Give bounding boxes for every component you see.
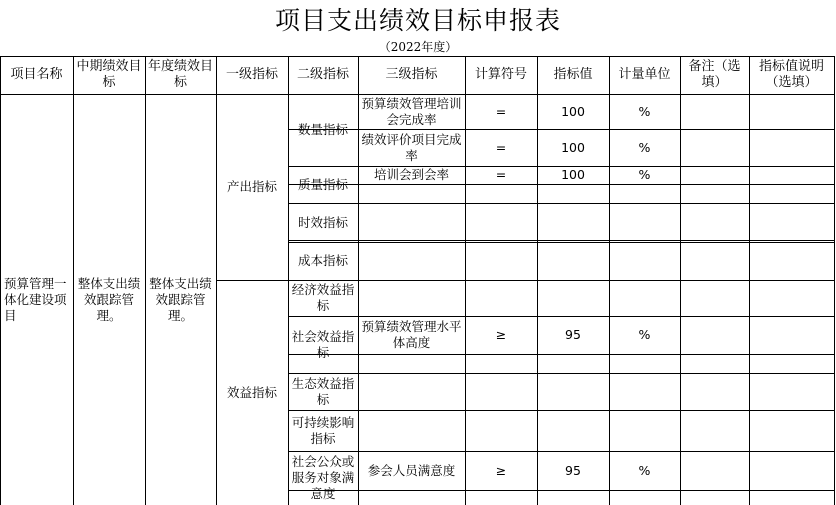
header-9: 备注（选填） [688,59,741,90]
level3-name: 绩效评价项目完成率 [361,131,462,163]
header-6: 计算符号 [474,67,527,82]
calc-symbol: = [495,167,507,182]
level3-name: 预算绩效管理水平体高度 [361,319,462,350]
level2-item: 社会公众或服务对象满意度 [291,454,355,501]
indicator-value: 100 [561,139,585,155]
level3-name: 培训会到会率 [373,167,449,182]
grid-line-h [288,490,835,491]
calc-symbol: ≥ [495,327,507,342]
header-4: 二级指标 [296,67,349,82]
calc-symbol: = [495,103,507,119]
form-year: （2022年度） [378,40,458,54]
level2-item: 质量指标 [297,176,348,192]
level2-item: 社会效益指标 [291,328,355,360]
header-5: 三级指标 [385,67,438,82]
level3-name: 预算绩效管理培训会完成率 [361,95,462,127]
unit: % [638,462,651,478]
annual-goal: 整体支出绩效跟踪管理。 [149,275,212,323]
calc-symbol: ≥ [495,462,507,478]
indicator-value: 95 [565,327,581,342]
header-3: 一级指标 [225,67,278,82]
level2-item: 成本指标 [297,253,348,268]
unit: % [638,167,651,182]
grid-line-h [288,203,835,204]
mid-term-goal: 整体支出绩效跟踪管理。 [77,275,141,323]
header-0: 项目名称 [10,67,63,82]
level2-item: 数量指标 [297,122,348,137]
header-1: 中期绩效目标 [76,59,142,90]
header-7: 指标值 [553,67,593,82]
project-name: 预算管理一体化建设项目 [4,275,67,323]
form-title: 项目支出绩效目标申报表 [274,6,561,35]
calc-symbol: = [495,139,507,155]
unit: % [638,139,651,155]
unit: % [638,103,651,119]
level2-item: 经济效益指标 [291,282,355,313]
grid-line-h [288,354,835,355]
header-10: 指标值说明（选填） [758,59,824,90]
grid-line-h [288,280,835,281]
grid-line-h [288,373,835,374]
header-2: 年度绩效目标 [147,59,213,90]
grid-line-h [288,184,835,185]
indicator-value: 100 [561,103,585,119]
grid-line-h [288,240,835,241]
indicator-value: 95 [565,462,581,478]
level1-output: 产出指标 [226,179,277,194]
level2-item: 时效指标 [297,214,348,230]
level1-benefit: 效益指标 [226,384,277,400]
level2-item: 可持续影响指标 [291,414,355,446]
indicator-value: 100 [561,167,585,182]
grid-line-h [288,410,835,411]
level2-item: 生态效益指标 [291,375,355,407]
header-8: 计量单位 [618,67,671,82]
grid-line-h [288,242,835,243]
level3-name: 参会人员满意度 [367,462,456,478]
unit: % [638,327,651,342]
